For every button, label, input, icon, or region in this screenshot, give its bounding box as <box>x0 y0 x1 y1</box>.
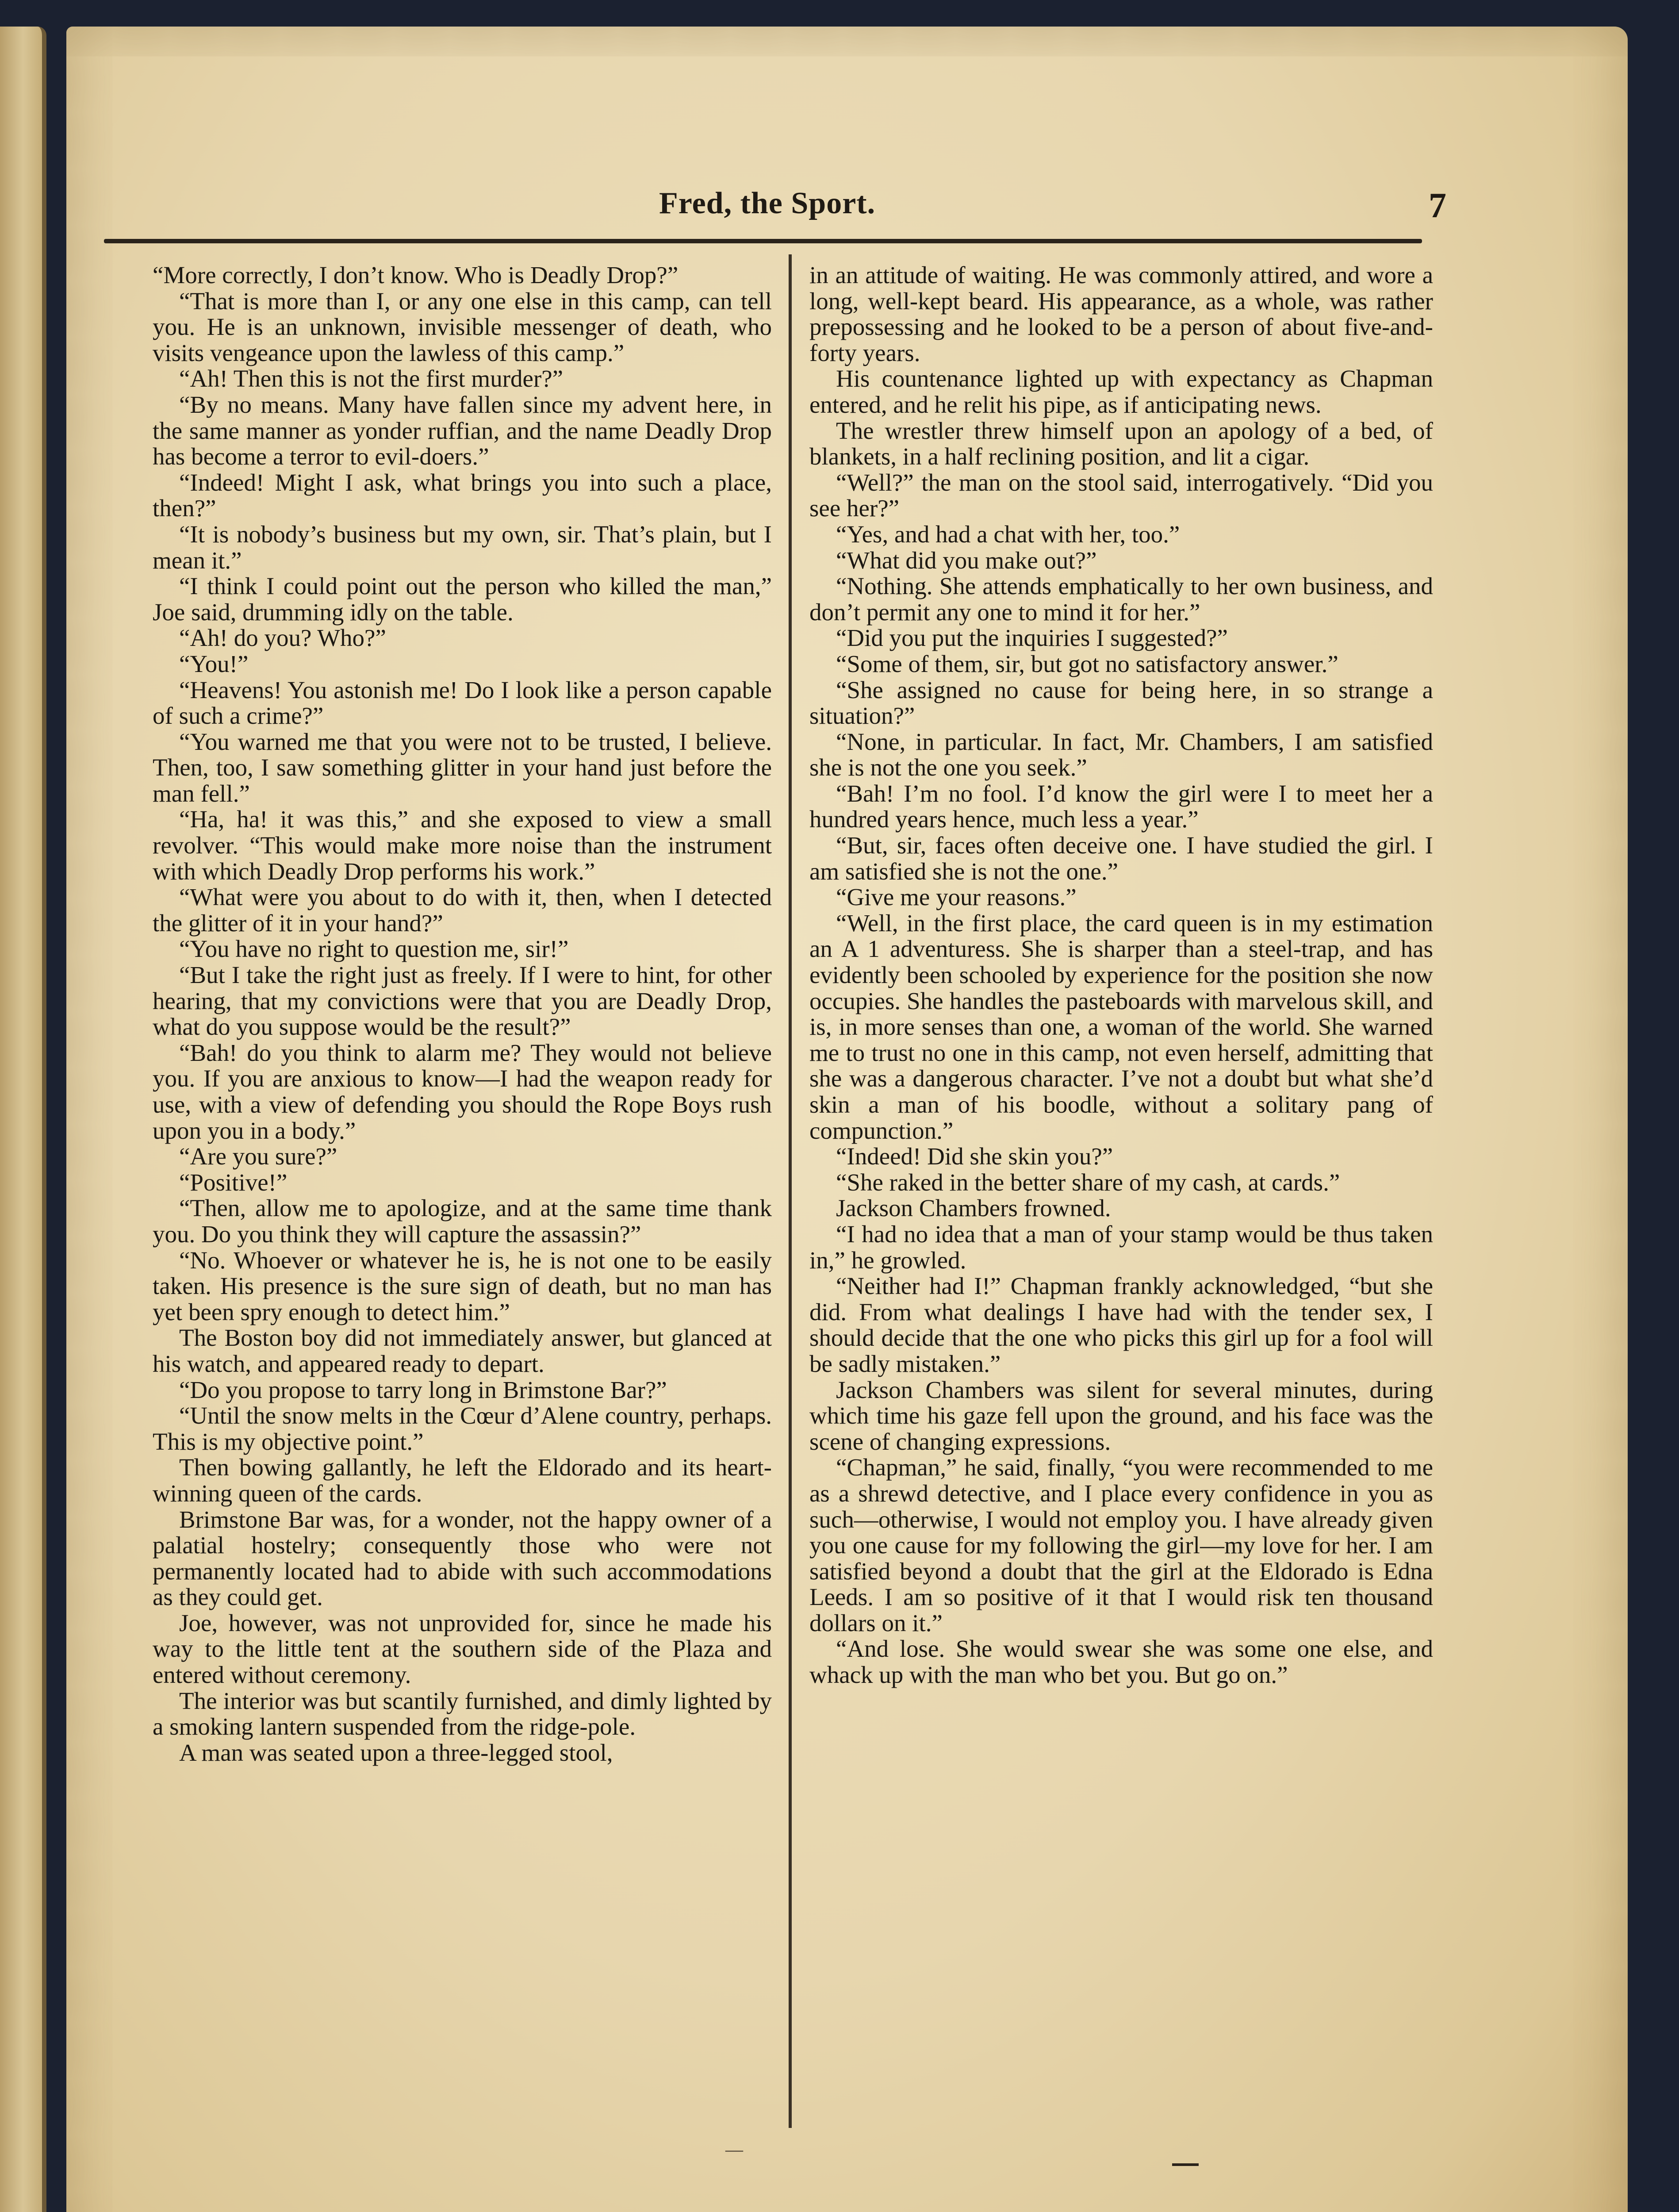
ornament-dash <box>1172 2163 1199 2166</box>
paragraph: “Bah! do you think to alarm me? They would not believe you. If you are anxious to know—I had the weapon ready for use, with a view of defending you should the Rope Boys rush upon you in a body.” <box>153 1039 772 1144</box>
paragraph: “Nothing. She attends emphatically to her own business, and don’t permit any one to mind it for her.” <box>809 572 1433 626</box>
paragraph: “Ah! do you? Who?” <box>179 624 386 652</box>
paragraph: His countenance lighted up with expectancy as Chapman entered, and he relit his pipe, as if anticipating news. <box>809 365 1433 418</box>
paragraph: “What did you make out?” <box>836 546 1097 574</box>
paragraph: “That is more than I, or any one else in this camp, can tell you. He is an unknown, invisible messenger of death, who visits vengeance upon the lawless of this camp.” <box>153 287 772 366</box>
paragraph: “Heavens! You astonish me! Do I look like a person capable of such a crime?” <box>153 676 772 730</box>
paragraph: Joe, however, was not unprovided for, since he made his way to the little tent at the southern side of the Plaza and entered without ceremony. <box>153 1609 772 1689</box>
paragraph: “Are you sure?” <box>179 1143 337 1170</box>
paragraph: The interior was but scantily furnished, and dimly lighted by a smoking lantern suspended from the ridge-pole. <box>153 1687 772 1740</box>
paragraph: Jackson Chambers frowned. <box>836 1194 1111 1222</box>
left-text-column <box>153 262 772 2138</box>
paragraph: “Did you put the inquiries I suggested?” <box>836 624 1228 652</box>
paragraph: in an attitude of waiting. He was commonly attired, and wore a long, well-kept beard. His appearance, as a whole, was rather prepossessing and he looked to be a person of about five-and-forty years. <box>809 262 1433 366</box>
paragraph: “She assigned no cause for being here, in so strange a situation?” <box>809 676 1433 730</box>
paragraph: “You have no right to question me, sir!” <box>179 935 569 963</box>
right-text-column <box>809 262 1433 2138</box>
paragraph: “You warned me that you were not to be trusted, I believe. Then, too, I saw something glitter in your hand just before the man fell.” <box>153 728 772 807</box>
paragraph: “Neither had I!” Chapman frankly acknowledged, “but she did. From what dealings I have had with the tender sex, I should decide that the one who picks this girl up for a fool will be sadly mistaken.” <box>809 1272 1433 1377</box>
paragraph: “Ha, ha! it was this,” and she exposed to view a small revolver. “This would make more noise than the instrument with which Deadly Drop performs his work.” <box>153 806 772 885</box>
printer-mark: — <box>725 2139 743 2159</box>
paragraph: “Bah! I’m no fool. I’d know the girl were I to meet her a hundred years hence, much less a year.” <box>809 780 1433 833</box>
paragraph: “I think I could point out the person who killed the man,” Joe said, drumming idly on the table. <box>153 572 772 626</box>
paragraph: “Then, allow me to apologize, and at the same time thank you. Do you think they will capture the assassin?” <box>153 1194 772 1248</box>
column-divider <box>789 254 792 2128</box>
paragraph: “She raked in the better share of my cash, at cards.” <box>836 1168 1340 1196</box>
page-number: 7 <box>1429 186 1446 225</box>
paragraph: “By no means. Many have fallen since my advent here, in the same manner as yonder ruffian, and the name Deadly Drop has become a terror to evil-doers.” <box>153 391 772 470</box>
paragraph: A man was seated upon a three-legged stool, <box>179 1739 613 1766</box>
paragraph: “Until the snow melts in the Cœur d’Alene country, perhaps. This is my objective point.” <box>153 1402 772 1455</box>
paragraph: “What were you about to do with it, then, when I detected the glitter of it in your hand?” <box>153 883 772 937</box>
paragraph: “Ah! Then this is not the first murder?” <box>179 365 564 392</box>
paragraph: Then bowing gallantly, he left the Eldorado and its heart-winning queen of the cards. <box>153 1454 772 1507</box>
paragraph: “It is nobody’s business but my own, sir. That’s plain, but I mean it.” <box>153 520 772 574</box>
paragraph: “I had no idea that a man of your stamp would be thus taken in,” he growled. <box>809 1220 1433 1274</box>
paragraph: “No. Whoever or whatever he is, he is not one to be easily taken. His presence is the sure sign of death, but no man has yet been spry enough to detect him.” <box>153 1246 772 1325</box>
paragraph: “Some of them, sir, but got no satisfactory answer.” <box>836 650 1338 677</box>
paragraph: Brimstone Bar was, for a wonder, not the happy owner of a palatial hostelry; consequently those who were not permanently located had to abide with such accommodations as they could get. <box>153 1505 772 1611</box>
paragraph: “But I take the right just as freely. If I were to hint, for other hearing, that my convictions were that you are Deadly Drop, what do you suppose would be the result?” <box>153 961 772 1041</box>
paragraph: “Chapman,” he said, finally, “you were recommended to me as a shrewd detective, and I place every confidence in you as such—otherwise, I would not employ you. I have already given you one cause for my following the girl—my love for her. I am satisfied beyond a doubt that the girl at the Eldorado is Edna Leeds. I am so positive of it that I would risk ten thousand dollars on it.” <box>809 1454 1433 1636</box>
paragraph: “More correctly, I don’t know. Who is Deadly Drop?” <box>153 262 678 288</box>
paragraph: “Indeed! Did she skin you?” <box>836 1143 1113 1170</box>
paragraph: “Well, in the first place, the card queen is in my estimation an A 1 adventuress. She is sharper than a steel-trap, and has evidently been schooled by experience for the position she now occupies. She handles the pasteboards with marvelous skill, and is, in more senses than one, a woman of the world. She warned me to trust no one in this camp, not even herself, admitting that she was a dangerous character. I’ve not a doubt but what she’d skin a man of his boodle, without a solitary pang of compunction.” <box>809 909 1433 1144</box>
paragraph: “And lose. She would swear she was some one else, and whack up with the man who bet you. But go on.” <box>809 1635 1433 1689</box>
running-header <box>93 186 1446 234</box>
paragraph: “Indeed! Might I ask, what brings you into such a place, then?” <box>153 469 772 522</box>
paragraph: “Well?” the man on the stool said, interrogatively. “Did you see her?” <box>809 469 1433 522</box>
header-rule <box>104 239 1422 243</box>
adjacent-page-edge <box>0 27 46 2212</box>
paragraph: “You!” <box>179 650 249 677</box>
paragraph: The Boston boy did not immediately answer, but glanced at his watch, and appeared ready to depart. <box>153 1324 772 1377</box>
paragraph: “None, in particular. In fact, Mr. Chambers, I am satisfied she is not the one you seek.” <box>809 728 1433 781</box>
paragraph: “Do you propose to tarry long in Brimstone Bar?” <box>179 1376 667 1403</box>
paragraph: “But, sir, faces often deceive one. I have studied the girl. I am satisfied she is not the one.” <box>809 832 1433 885</box>
paragraph: “Give me your reasons.” <box>836 883 1077 911</box>
running-title: Fred, the Sport. <box>659 186 876 220</box>
paragraph: “Positive!” <box>179 1168 288 1196</box>
paragraph: Jackson Chambers was silent for several minutes, during which time his gaze fell upon the ground, and his face was the scene of changing expressions. <box>809 1376 1433 1455</box>
paragraph: “Yes, and had a chat with her, too.” <box>836 520 1180 548</box>
paragraph: The wrestler threw himself upon an apology of a bed, of blankets, in a half reclining position, and lit a cigar. <box>809 417 1433 470</box>
